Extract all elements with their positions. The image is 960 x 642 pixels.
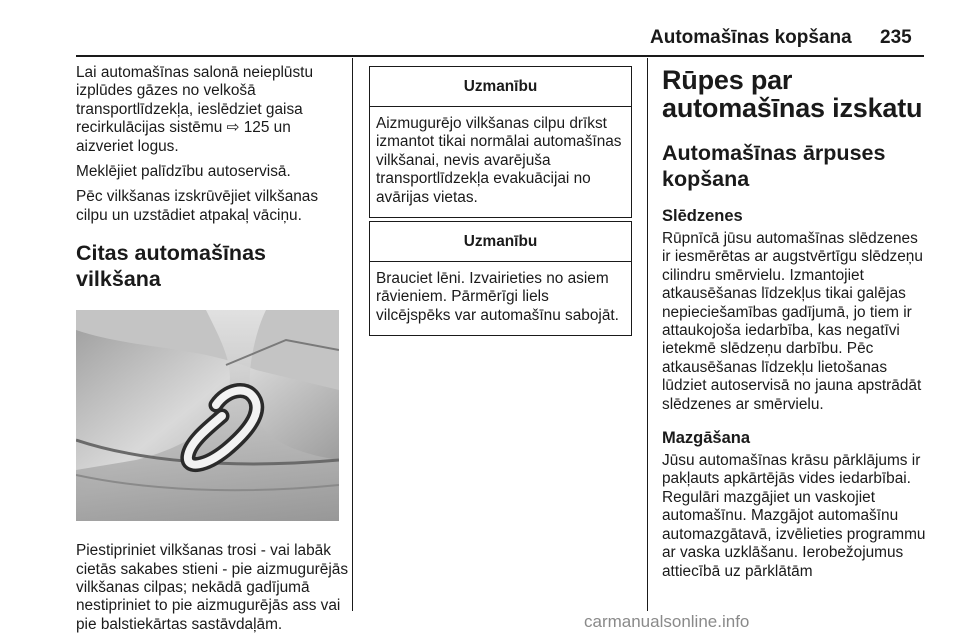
paragraph-attach-tow-rope: Piestipriniet vilkšanas trosi - vai labāk cietās sakabes stieni - pie aizmugurējās vilkšanas cilpas; nekādā gadījumā nestipriniet to pie aizmugurējās ass vai pie balstiekārtas sastāvdaļām. (76, 542, 349, 633)
page-header-title: Automašīnas kopšana (650, 27, 852, 48)
paragraph-after-towing: Pēc vilkšanas izskrūvējiet vilkšanas cilpu un uzstādiet atpakaļ vāciņu. (76, 188, 319, 224)
paragraph-service: Meklējiet palīdzību autoservisā. (76, 163, 291, 181)
warning-title: Uzmanību (370, 67, 631, 107)
subsection-heading-washing: Mazgāšana (662, 429, 751, 448)
column-right (662, 66, 926, 595)
column-left (76, 64, 351, 641)
towing-eye-illustration (76, 310, 339, 521)
header-divider (76, 55, 924, 57)
warning-box-towing-eye (369, 66, 632, 218)
towing-eye-photo (76, 310, 339, 521)
column-divider-left (352, 58, 353, 611)
warning-title: Uzmanību (370, 222, 631, 262)
page-number: 235 (880, 27, 912, 48)
watermark-text: carmanualsonline.info (584, 612, 750, 631)
warning-text: Brauciet lēni. Izvairieties no asiem rāvieniem. Pārmērīgi liels vilcējspēks var automašīnu sabojāt. (376, 270, 619, 324)
section-heading-exterior: Automašīnas ārpuses kopšana (662, 141, 886, 191)
section-heading-towing-other: Citas automašīnas vilkšana (76, 241, 266, 292)
paragraph-recirculation: Lai automašīnas salonā neieplūstu izplūdes gāzes no velkošā transportlīdzekļa, ieslēdziet gaisa recirkulācijas sistēmu ⇨ 125 un aizveriet logus. (76, 64, 314, 155)
subsection-heading-locks: Slēdzenes (662, 207, 743, 225)
chapter-heading-exterior-care: Rūpes par automašīnas izskatu (662, 65, 923, 123)
column-divider-right (647, 58, 648, 611)
paragraph-locks: Rūpnīcā jūsu automašīnas slēdzenes ir iesmērētas ar augstvērtīgu slēdzeņu cilindru smērvielu. Izmantojiet atkausēšanas līdzekļus tikai galējas nepieciešamības gadījumā, jo tiem ir attaukojoša iedarbība, kas negatīvi ietekmē slēdzeņu darbību. Pēc atkausēšanas līdzekļu lietošanas lūdziet autoservisā no jauna apstrādāt slēdzenes ar smērvielu. (662, 230, 923, 413)
warning-box-drive-slowly (369, 221, 632, 336)
paragraph-washing: Jūsu automašīnas krāsu pārklājums ir pakļauts apkārtējās vides iedarbībai. Regulāri mazgājiet un vaskojiet automašīnu. Mazgājot automašīnu automazgātavā, izvēlieties programmu ar vaska uzklāšanu. Ierobežojumus attiecībā uz pārklātām (662, 452, 926, 580)
warning-text: Aizmugurējo vilkšanas cilpu drīkst izmantot tikai normālai automašīnas vilkšanai, nevis avarējuša transportlīdzekļa evakuācijai no avārijas vietas. (376, 115, 622, 206)
